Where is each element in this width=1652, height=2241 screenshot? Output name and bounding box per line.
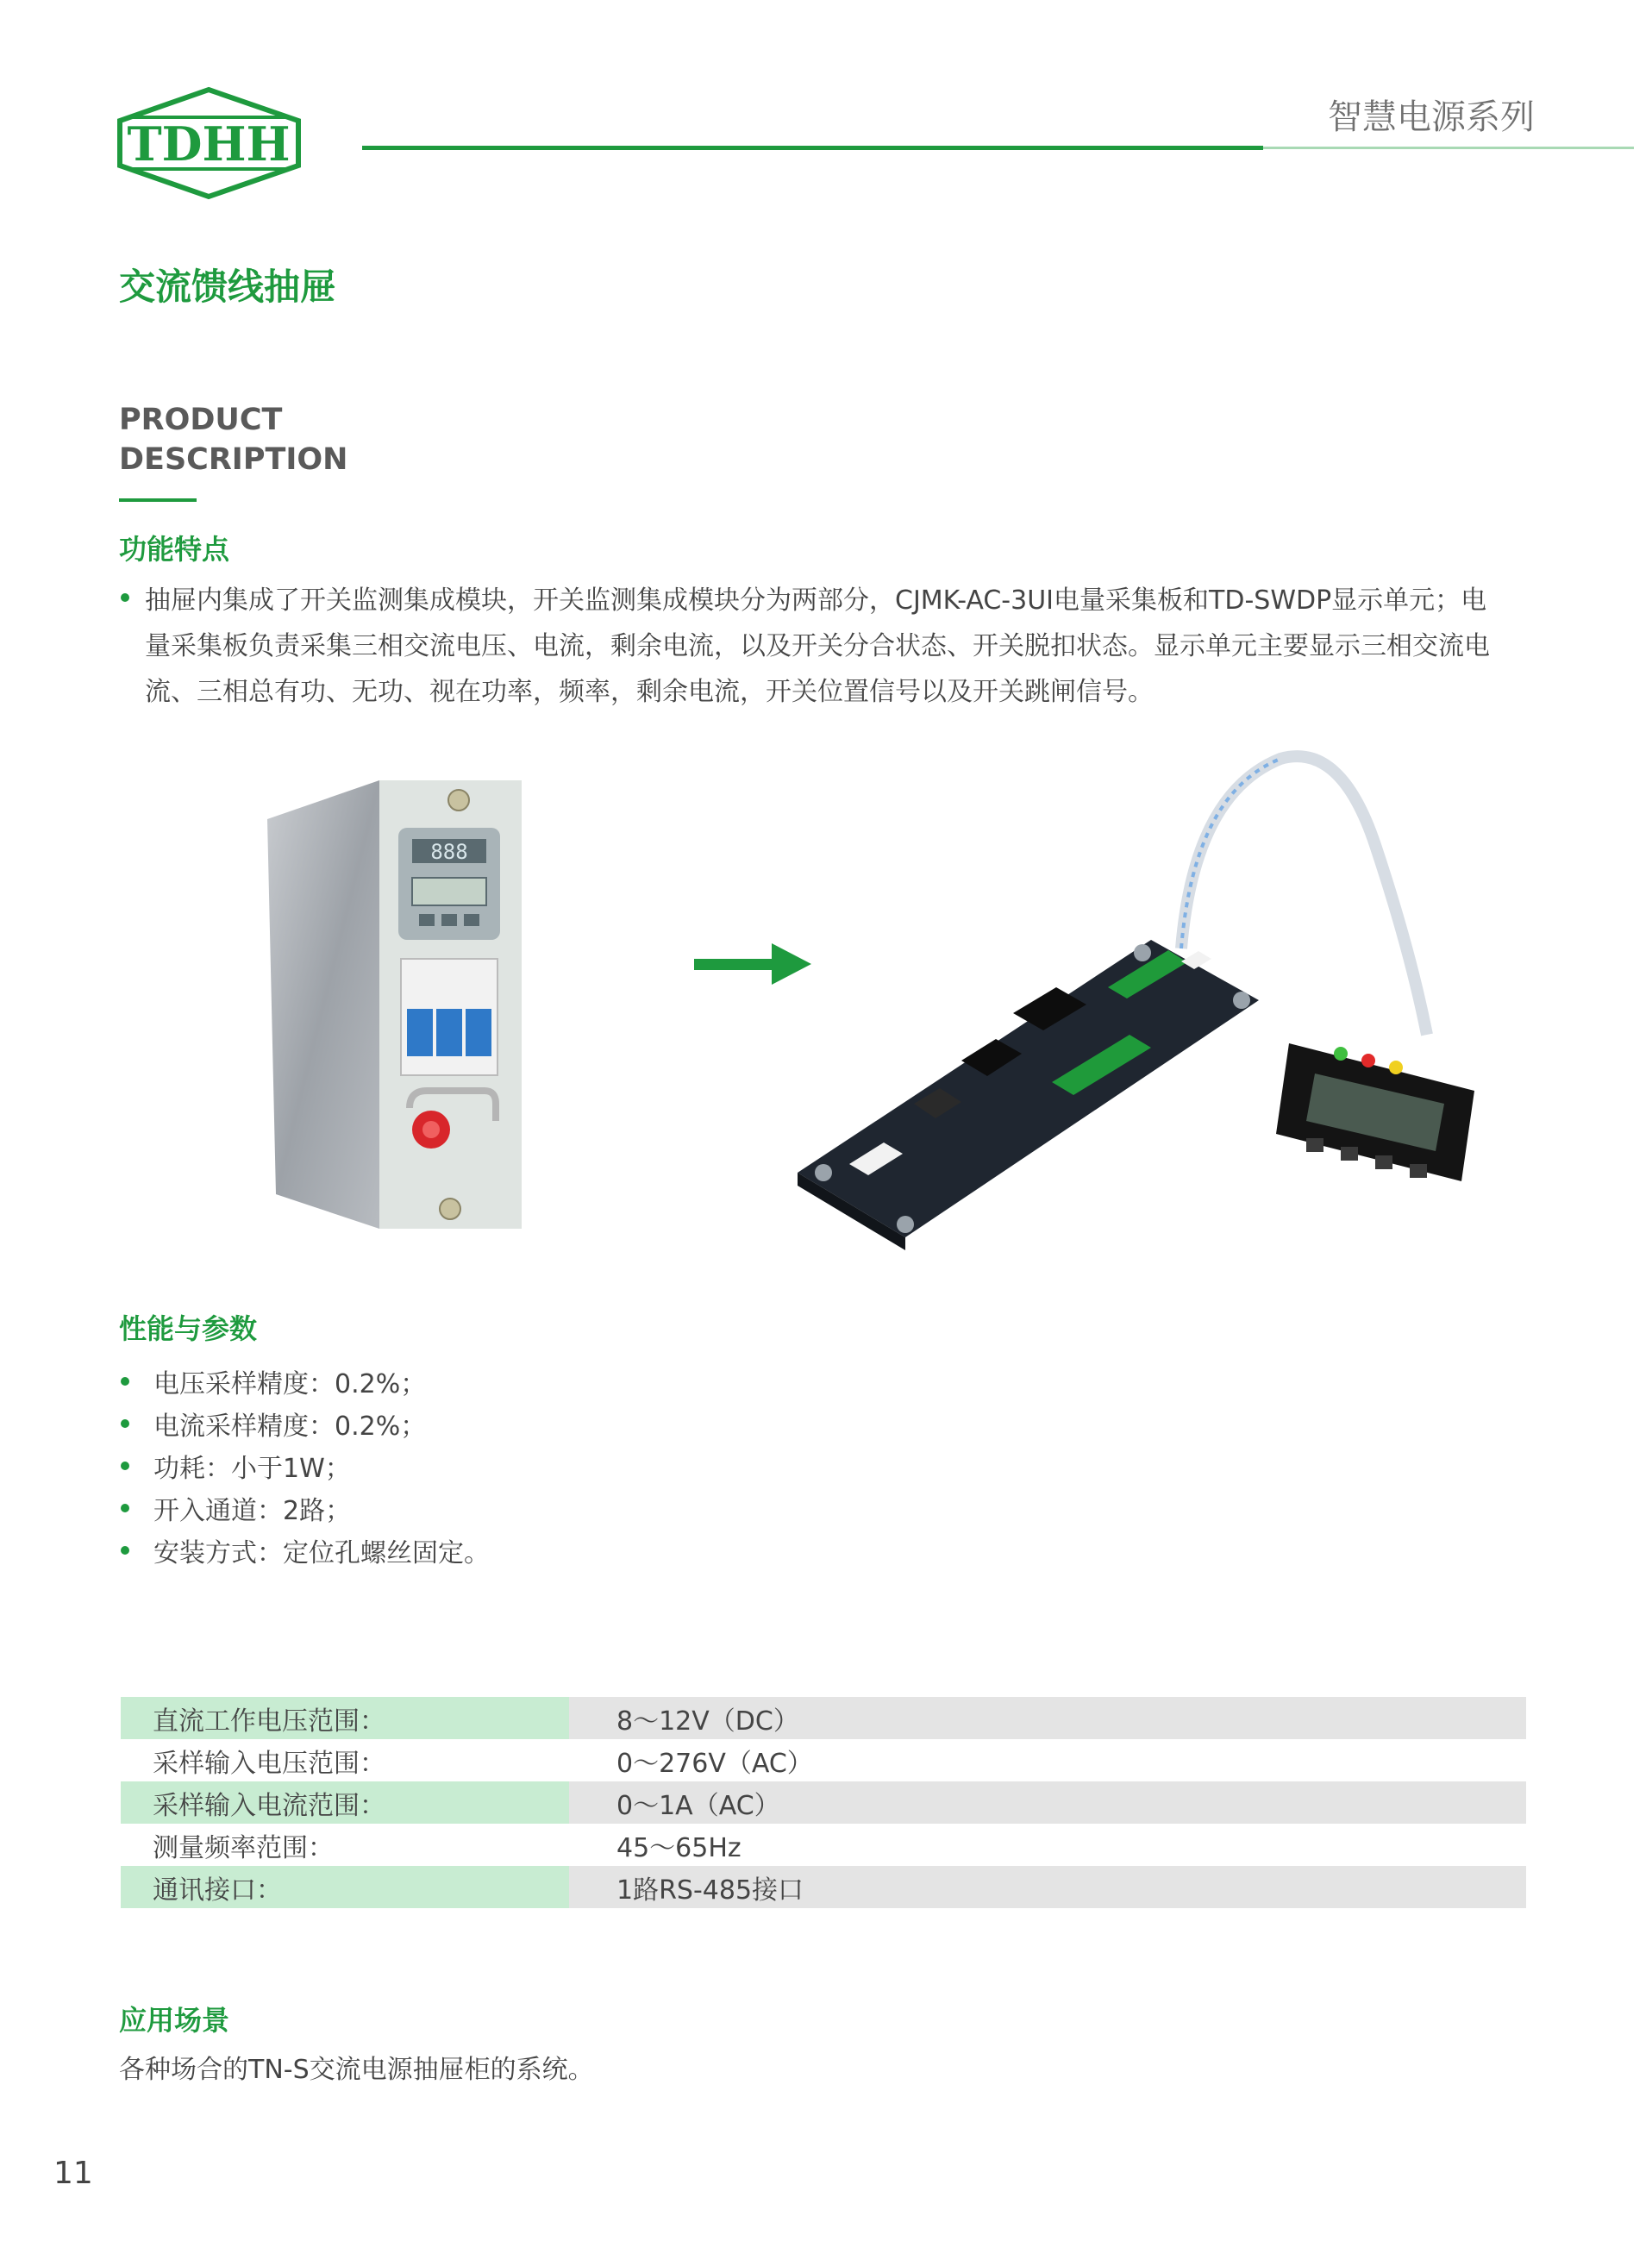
brand-logo: [116, 86, 302, 200]
spec-item: [121, 1405, 426, 1443]
spec-item: [121, 1447, 351, 1485]
param-label: 通讯接口：: [121, 1866, 569, 1908]
bullet-icon: [121, 593, 129, 602]
spec-item-text: 开入通道：2路；: [153, 1496, 352, 1526]
param-label: 采样输入电压范围：: [153, 1748, 385, 1779]
param-label: 采样输入电流范围：: [121, 1781, 569, 1824]
param-value: 0～1A（AC）: [569, 1781, 1526, 1824]
table-row: [121, 1739, 1526, 1781]
description-heading: [119, 400, 347, 479]
svg-text:888: 888: [430, 840, 468, 864]
spec-item: [121, 1531, 490, 1569]
application-title: 应用场景: [119, 2004, 230, 2037]
param-value: 0～276V（AC）: [616, 1748, 813, 1779]
features-title: 功能特点: [119, 533, 230, 566]
param-label: 直流工作电压范围：: [121, 1697, 569, 1739]
spec-item-text: 安装方式：定位孔螺丝固定。: [153, 1538, 490, 1568]
table-row: [121, 1866, 1526, 1908]
description-rule: [119, 498, 197, 502]
performance-title: 性能与参数: [119, 1312, 258, 1345]
table-row: [121, 1824, 1526, 1866]
spec-item-text: 功耗：小于1W；: [153, 1454, 351, 1484]
bullet-icon: [121, 1462, 129, 1470]
param-label: 测量频率范围：: [153, 1832, 334, 1863]
param-value: 8～12V（DC）: [569, 1697, 1526, 1739]
spec-item-text: 电压采样精度：0.2%；: [153, 1369, 427, 1399]
features-text: 抽屉内集成了开关监测集成模块，开关监测集成模块分为两部分，CJMK-AC-3UI电量采集板和TD-SWDP显示单元；电量采集板负责采集三相交流电压、电流，剩余电流，以及开关分合状态、开关脱扣状态。显示单元主要显示三相交流电流、三相总有功、无功、视在功率，频率，剩余电流，开关位置信号以及开关跳闸信号。: [145, 585, 1490, 707]
bullet-icon: [121, 1546, 129, 1555]
bullet-icon: [121, 1504, 129, 1512]
spec-item-text: 电流采样精度：0.2%；: [153, 1412, 427, 1442]
spec-item: [121, 1489, 351, 1527]
table-row: [121, 1697, 1526, 1739]
bullet-icon: [121, 1377, 129, 1386]
header-rule-light: [1263, 147, 1634, 149]
page-title: 交流馈线抽屉: [119, 266, 337, 308]
spec-item: [121, 1362, 426, 1400]
bullet-icon: [121, 1419, 129, 1428]
logo-text: TDHH: [127, 116, 291, 172]
series-title: 智慧电源系列: [1328, 97, 1535, 137]
parameter-table: [121, 1697, 1526, 1908]
description-heading-line1: PRODUCT: [119, 403, 283, 437]
circuit-board-image: [789, 742, 1513, 1293]
drawer-product-image: [259, 759, 535, 1242]
table-row: [121, 1781, 1526, 1824]
param-value: 45～65Hz: [616, 1832, 742, 1863]
header-rule: [362, 146, 1263, 150]
description-heading-line2: DESCRIPTION: [119, 442, 348, 477]
application-text: 各种场合的TN-S交流电源抽屉柜的系统。: [119, 2055, 594, 2085]
param-value: 1路RS-485接口: [569, 1866, 1526, 1908]
page-number: 11: [53, 2156, 93, 2191]
